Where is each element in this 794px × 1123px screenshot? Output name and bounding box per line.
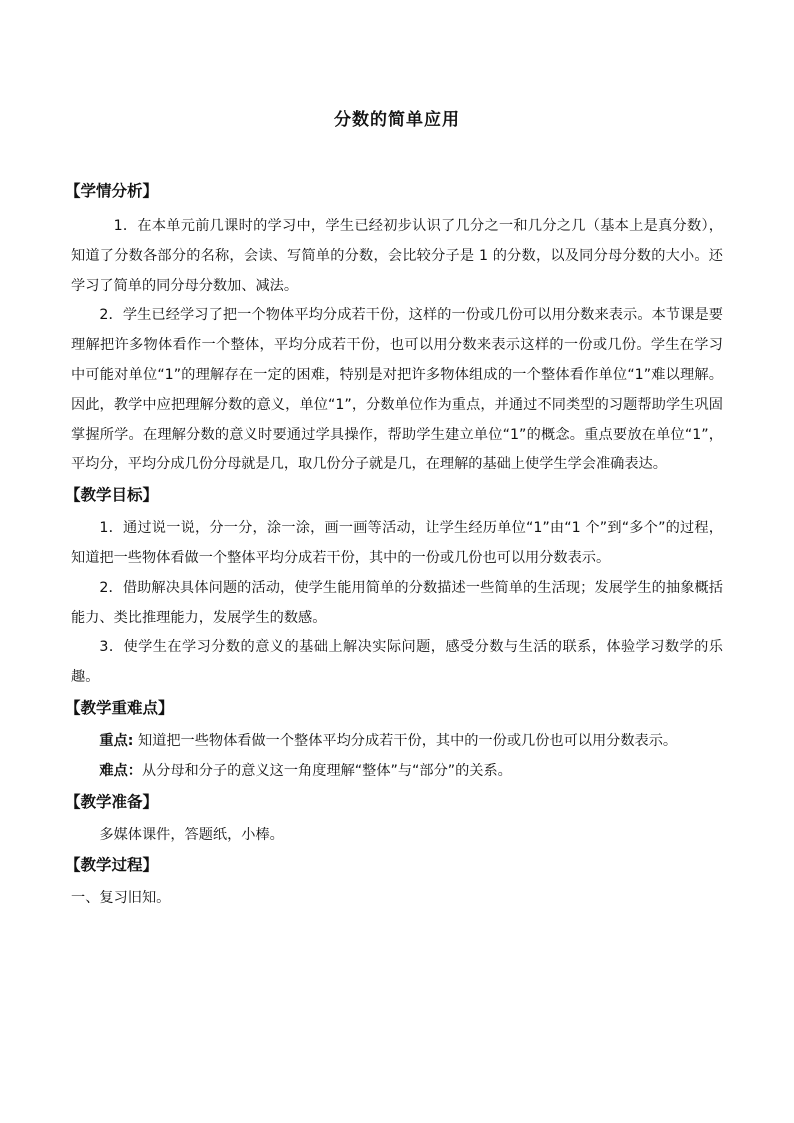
difficulty-paragraph: [71, 757, 723, 787]
document-title: 分数的简单应用: [334, 110, 460, 130]
goals-paragraph-2: 2．借助解决具体问题的活动，使学生能用简单的分数描述一些简单的生活现；发展学生的抽象概括能力、类比推理能力，发展学生的数感。: [71, 579, 723, 626]
heading-key-points: 【教学重难点】: [65, 698, 174, 717]
preparation-text: 多媒体课件，答题纸，小棒。: [99, 826, 284, 843]
difficulty-text: 从分母和分子的意义这一角度理解“整体”与“部分”的关系。: [141, 762, 512, 779]
analysis-paragraph-1: 1．在本单元前几课时的学习中，学生已经初步认识了几分之一和几分之几（基本上是真分数），知道了分数各部分的名称，会读、写简单的分数，会比较分子是 1 的分数，以及同分母分数的大小。还学习了简单的同分母分数加、减法。: [71, 218, 723, 294]
difficulty-label: 难点：: [99, 762, 142, 779]
key-point-label: 重点:: [99, 732, 134, 749]
key-point-paragraph: [71, 727, 723, 757]
document-body: [65, 176, 723, 914]
heading-student-analysis: 【学情分析】: [65, 182, 159, 200]
key-point-text: 知道把一些物体看做一个整体平均分成若干份，其中的一份或几份也可以用分数表示。: [133, 732, 678, 749]
analysis-paragraph-2: 2．学生已经学习了把一个物体平均分成若干份，这样的一份或几份可以用分数来表示。本节课是要理解把许多物体看作一个整体，平均分成若干份，也可以用分数来表示这样的一份或几份。学生在学习中可能对单位“1”的理解存在一定的困难，特别是对把许多物体组成的一个整体看作单位“1”难以理解。因此，教学中应把理解分数的意义，单位“1”，分数单位作为重点，并通过不同类型的习题帮助学生巩固掌握所学。在理解分数的意义时要通过学具操作，帮助学生建立单位“1”的概念。重点要放在单位“1”，平均分，平均分成几份分母就是几，取几份分子就是几，在理解的基础上使学生学会准确表达。: [71, 307, 723, 473]
heading-teaching-goals: 【教学目标】: [65, 486, 159, 505]
process-step-1: 一、复习旧知。: [71, 890, 171, 907]
heading-preparation: 【教学准备】: [65, 792, 159, 811]
goals-paragraph-1: 1．通过说一说，分一分，涂一涂，画一画等活动，让学生经历单位“1”由“1 个”到“多个”的过程，知道把一些物体看做一个整体平均分成若干份，其中的一份或几份也可以用分数表示。: [71, 520, 723, 566]
goals-paragraph-3: 3．使学生在学习分数的意义的基础上解决实际问题，感受分数与生活的联系，体验学习数学的乐趣。: [71, 639, 723, 686]
heading-teaching-process: 【教学过程】: [65, 856, 159, 875]
